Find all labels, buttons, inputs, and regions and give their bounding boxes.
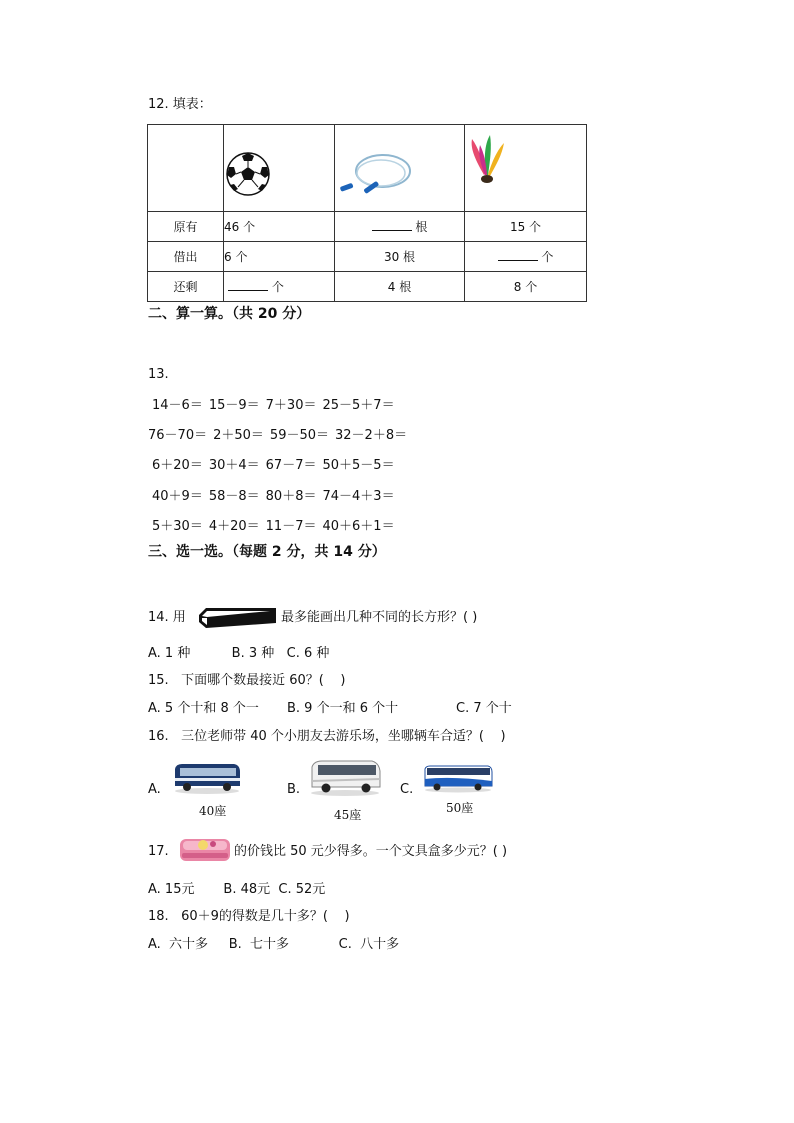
q13-label: 13. — [148, 367, 169, 382]
jump-rope-icon — [337, 149, 413, 201]
shuttlecock-cell — [465, 125, 587, 212]
shuttlecock-icon — [466, 131, 506, 191]
soccer-ball-icon — [225, 151, 271, 197]
calc-row — [152, 454, 401, 473]
cell-value: 15 个 — [465, 212, 587, 242]
calc-row — [152, 394, 401, 413]
table-corner — [148, 125, 224, 212]
calc-item: 59－50＝ — [269, 428, 330, 443]
cell-blank[interactable] — [224, 272, 335, 302]
unit-label: 根 — [415, 220, 428, 234]
row-label: 借出 — [148, 242, 224, 272]
calc-item: 2＋50＝ — [213, 428, 264, 443]
pencil-case-icon — [177, 831, 233, 867]
q15-option-b: B. 9 个一和 6 个十 — [287, 701, 399, 716]
calc-item: 67－7＝ — [265, 458, 317, 473]
q12-label: 12. 填表： — [148, 97, 212, 112]
cell-value: 8 个 — [465, 272, 587, 302]
cell-blank[interactable] — [335, 212, 465, 242]
answer-blank[interactable] — [498, 248, 538, 261]
calc-item: 80＋8＝ — [265, 489, 317, 504]
calc-item: 14－6＝ — [152, 398, 203, 413]
cell-value: 6 个 — [224, 242, 335, 272]
calc-item: 4＋20＝ — [208, 519, 260, 534]
q14-options: A. 1 种 B. 3 种 C. 6 种 — [148, 646, 330, 661]
bus-c-caption: 50座 — [446, 801, 474, 815]
section2-title: 二、算一算。（共 20 分） — [148, 306, 311, 322]
q17-prefix: 17. — [148, 844, 169, 859]
bus-a-icon — [172, 760, 242, 794]
bus-b-icon — [308, 757, 382, 797]
q16-option-a-letter: A. — [148, 782, 161, 797]
q15-text: 15. 下面哪个数最接近 60？( ) — [148, 673, 346, 688]
calc-item: 15－9＝ — [208, 398, 260, 413]
q16-option-b-letter: B. — [287, 782, 301, 797]
eraser-block-icon — [198, 606, 278, 631]
q17-options: A. 15元 B. 48元 C. 52元 — [148, 882, 326, 897]
q18-text: 18. 60＋9的得数是几十多？( ) — [148, 909, 350, 924]
cell-blank[interactable] — [465, 242, 587, 272]
unit-label: 个 — [271, 280, 284, 294]
calc-item: 32－2＋8＝ — [335, 428, 408, 443]
cell-value: 46 个 — [224, 212, 335, 242]
calc-item: 50＋5－5＝ — [322, 458, 395, 473]
calc-item: 6＋20＝ — [152, 458, 203, 473]
answer-blank[interactable] — [372, 218, 412, 231]
calc-row — [152, 515, 401, 534]
calc-item: 11－7＝ — [265, 519, 317, 534]
q15-option-a: A. 5 个十和 8 个一 — [148, 701, 259, 716]
calc-item: 7＋30＝ — [265, 398, 317, 413]
calc-item: 40＋9＝ — [152, 489, 203, 504]
q16-text: 16. 三位老师带 40 个小朋友去游乐场，坐哪辆车合适？( ) — [148, 729, 506, 744]
q15-option-c: C. 7 个十 — [456, 701, 512, 716]
calc-item: 74－4＋3＝ — [322, 489, 395, 504]
q14-prefix: 14. 用 — [148, 610, 186, 625]
answer-blank[interactable] — [228, 278, 268, 291]
jump-rope-cell — [335, 125, 465, 212]
q18-options: A. 六十多 B. 七十多 C. 八十多 — [148, 937, 400, 952]
calc-row — [152, 485, 401, 504]
unit-label: 个 — [541, 250, 554, 264]
calc-item: 30＋4＝ — [208, 458, 260, 473]
calc-row — [148, 424, 413, 443]
bus-c-icon — [422, 763, 494, 793]
row-label: 原有 — [148, 212, 224, 242]
fill-table — [147, 124, 587, 302]
calc-item: 40＋6＋1＝ — [322, 519, 395, 534]
cell-value: 30 根 — [335, 242, 465, 272]
calc-item: 76－70＝ — [148, 428, 208, 443]
q14-text: 最多能画出几种不同的长方形？( ) — [281, 610, 478, 625]
q17-text: 的价钱比 50 元少得多。一个文具盒多少元？( ) — [234, 844, 508, 859]
q16-option-c-letter: C. — [400, 782, 414, 797]
calc-item: 5＋30＝ — [152, 519, 203, 534]
bus-a-caption: 40座 — [199, 804, 227, 818]
section3-title: 三、选一选。（每题 2 分，共 14 分） — [148, 544, 386, 560]
cell-value: 4 根 — [335, 272, 465, 302]
bus-b-caption: 45座 — [334, 808, 362, 822]
calc-item: 58－8＝ — [208, 489, 260, 504]
soccer-ball-cell — [224, 125, 335, 212]
row-label: 还剩 — [148, 272, 224, 302]
calc-item: 25－5＋7＝ — [322, 398, 395, 413]
